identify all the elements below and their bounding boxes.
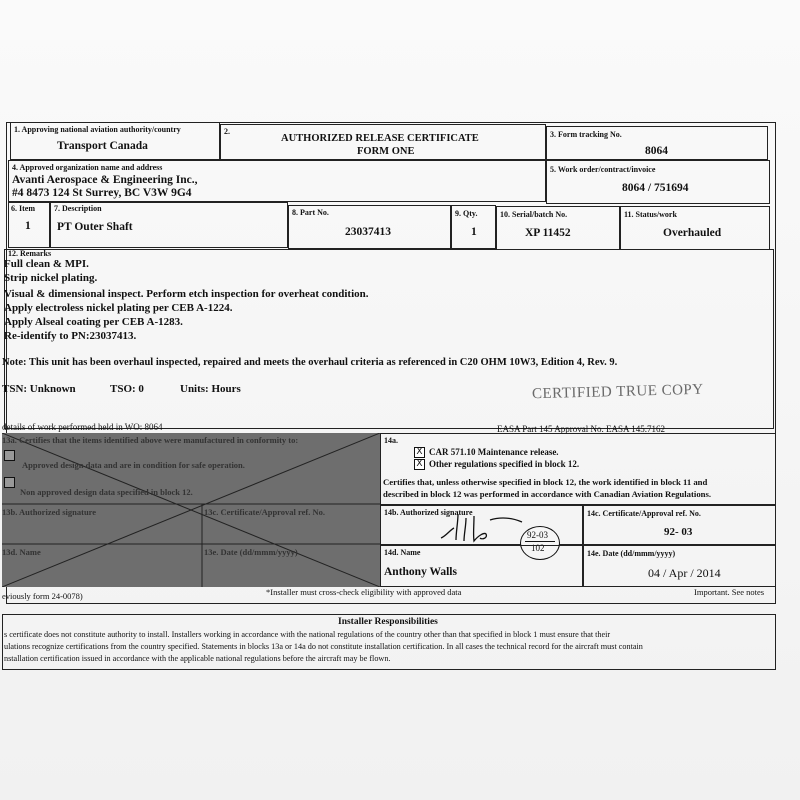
block-13a-label: 13a. Certifies that the items identified above were manufactured in conformity to:	[2, 435, 299, 445]
block-14e	[583, 545, 776, 587]
block-13-checkbox-2	[4, 477, 15, 488]
block-2-label: 2.	[224, 127, 230, 136]
units-value: Units: Hours	[180, 383, 241, 395]
block-5-label: 5. Work order/contract/invoice	[550, 165, 656, 174]
block-10-label: 10. Serial/batch No.	[500, 210, 568, 219]
form-tracking-value: 8064	[645, 145, 668, 157]
block-11-label: 11. Status/work	[624, 210, 677, 219]
block-14c-label: 14c. Certificate/Approval ref. No.	[587, 509, 701, 518]
installer-line-3: nstallation certification issued in accordance with the applicable national regulations before the aircraft may be flown.	[4, 654, 391, 663]
remark-line-4: Apply electroless nickel plating per CEB A-1224.	[4, 302, 233, 314]
block-13d-label: 13d. Name	[2, 547, 41, 557]
block-14d-label: 14d. Name	[384, 548, 421, 557]
block-12-label: 12. Remarks	[8, 249, 52, 258]
description-value: PT Outer Shaft	[57, 221, 133, 233]
block-14-checkbox-1[interactable]: X	[414, 447, 425, 458]
tso-value: TSO: 0	[110, 383, 144, 395]
block-4-label: 4. Approved organization name and address	[12, 163, 163, 172]
form-title-line1: AUTHORIZED RELEASE CERTIFICATE	[281, 133, 479, 144]
status-value: Overhauled	[663, 227, 722, 239]
block-10	[496, 206, 620, 250]
block-5	[546, 160, 770, 204]
wo-details: details of work performed held in WO: 8064	[2, 422, 163, 432]
block-13-checkbox-1	[4, 450, 15, 461]
block-14-option-2: Other regulations specified in block 12.	[429, 459, 580, 469]
remark-line-1: Full clean & MPI.	[4, 258, 89, 270]
org-name: Avanti Aerospace & Engineering Inc.,	[12, 174, 198, 186]
approval-ref-value: 92- 03	[664, 526, 693, 538]
certification-line-1: Certifies that, unless otherwise specified in block 12, the work identified in block 11 and	[383, 477, 708, 487]
release-date: 04 / Apr / 2014	[648, 566, 721, 580]
block-3-label: 3. Form tracking No.	[550, 130, 622, 139]
signature-mark	[436, 508, 526, 544]
block-14a-label: 14a.	[384, 436, 398, 445]
block-14d	[380, 545, 583, 587]
remark-line-6: Re-identify to PN:23037413.	[4, 330, 137, 342]
serial-value: XP 11452	[525, 227, 571, 239]
part-number-value: 23037413	[345, 226, 391, 238]
block-14-checkbox-2[interactable]: X	[414, 459, 425, 470]
installer-line-1: s certificate does not constitute authority to install. Installers working in accordance with the national regulations of the country other than that specified in block 1 must ensure that their	[4, 630, 611, 639]
installer-crosscheck-note: *Installer must cross-check eligibility with approved data	[266, 587, 462, 597]
block-4	[8, 160, 546, 202]
authority-value: Transport Canada	[57, 140, 148, 152]
remark-line-5: Apply Alseal coating per CEB A-1283.	[4, 316, 183, 328]
block-7	[50, 202, 288, 248]
previous-form-note: eviously form 24-0078)	[2, 591, 83, 601]
work-order-value: 8064 / 751694	[622, 182, 689, 194]
block-9-label: 9. Qty.	[455, 209, 478, 218]
form-title-line2: FORM ONE	[357, 146, 415, 157]
certified-true-copy-stamp: CERTIFIED TRUE COPY	[531, 381, 704, 403]
block-13e-label: 13e. Date (dd/mmm/yyyy)	[204, 547, 298, 557]
block-14c	[583, 505, 776, 545]
block-8-label: 8. Part No.	[292, 208, 329, 217]
block-14b-label: 14b. Authorized signature	[384, 508, 473, 517]
overhaul-note: Note: This unit has been overhaul inspected, repaired and meets the overhaul criteria as referenced in C20 OHM 10W3, Edition 4, Rev. 9.	[2, 357, 618, 368]
block-14e-label: 14e. Date (dd/mmm/yyyy)	[587, 549, 676, 558]
easa-approval: EASA Part 145 Approval No. EASA 145.7162	[497, 424, 666, 434]
important-notes: Important. See notes	[694, 587, 765, 597]
inspector-stamp-bottom: 102	[531, 543, 545, 553]
block-11	[620, 206, 770, 250]
block-3	[546, 126, 768, 160]
remark-line-2: Strip nickel plating.	[4, 272, 98, 284]
block-13-option-1: Approved design data and are in condition for safe operation.	[22, 460, 245, 470]
tsn-value: TSN: Unknown	[2, 383, 76, 395]
item-value: 1	[25, 220, 31, 232]
remark-line-3: Visual & dimensional inspect. Perform etch inspection for overheat condition.	[4, 288, 369, 300]
org-address: #4 8473 124 St Surrey, BC V3W 9G4	[12, 187, 192, 199]
block-7-label: 7. Description	[54, 204, 102, 213]
block-9	[451, 205, 496, 249]
block-13b-label: 13b. Authorized signature	[2, 507, 97, 517]
block-13-option-2: Non approved design data specified in block 12.	[20, 487, 193, 497]
installer-line-2: ulations recognize certifications from the country specified. Statements in blocks 13a or 14a do not constitute installation certification. In all cases the technical record for the aircraft must contain	[4, 642, 643, 651]
signatory-name: Anthony Walls	[384, 566, 457, 578]
block-8	[288, 205, 451, 249]
block-14-option-1: CAR 571.10 Maintenance release.	[429, 447, 559, 457]
certification-line-2: described in block 12 was performed in accordance with Canadian Aviation Regulations.	[383, 489, 712, 499]
quantity-value: 1	[471, 226, 477, 238]
block-6	[8, 202, 50, 248]
inspector-stamp-top: 92-03	[527, 530, 548, 540]
block-6-label: 6. Item	[11, 204, 35, 213]
block-1-label: 1. Approving national aviation authority/country	[14, 125, 181, 134]
installer-title: Installer Responsibilities	[338, 617, 438, 627]
block-13c-label: 13c. Certificate/Approval ref. No.	[204, 507, 326, 517]
block-1	[10, 122, 220, 160]
block-2	[220, 124, 546, 160]
